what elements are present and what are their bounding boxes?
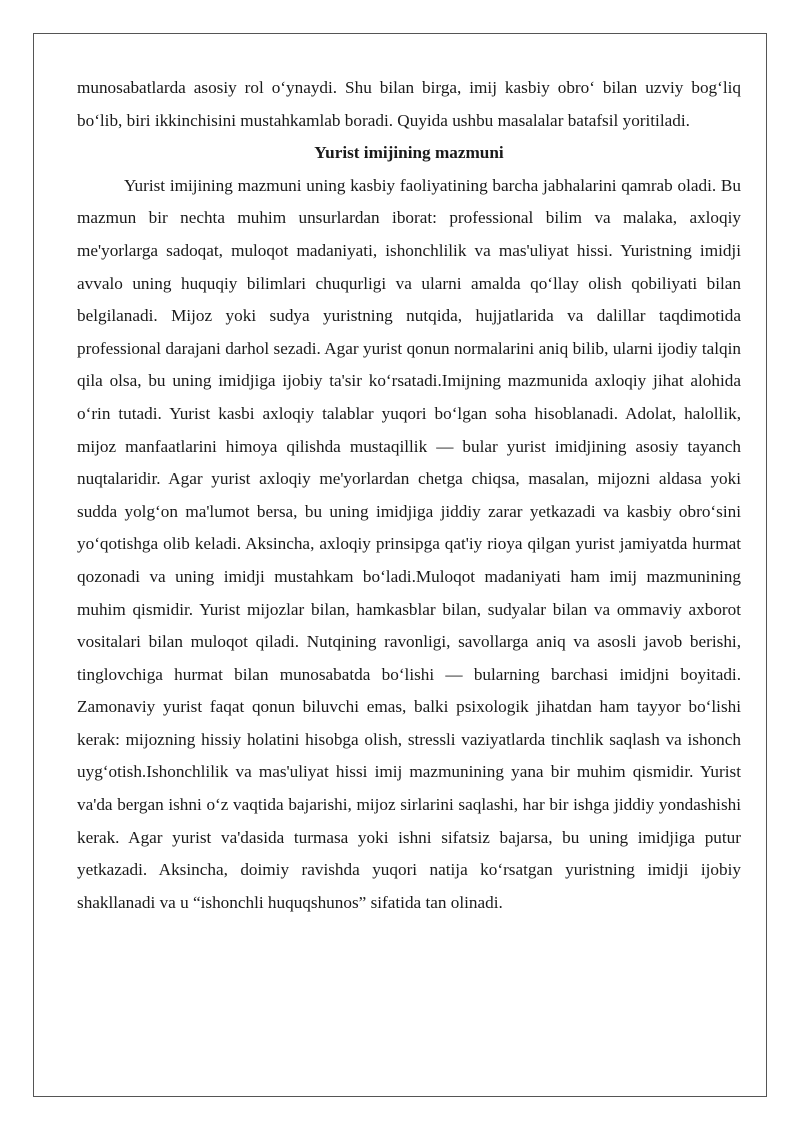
section-heading: Yurist imijining mazmuni [314,143,504,163]
intro-paragraph: munosabatlarda asosiy rol o‘ynaydi. Shu bilan birga, imij kasbiy obro‘ bilan uzviy bog‘liq bo‘lib, biri ikkinchisini mustahkamlab boradi. Quyida ushbu masalalar batafsil yoritiladi. [77,78,741,130]
body-paragraph: Yurist imijining mazmuni uning kasbiy faoliyatining barcha jabhalarini qamrab oladi. Bu mazmun bir nechta muhim unsurlardan iborat: professional bilim va malaka, axloqiy me'yorlarga sadoqat, muloqot madaniyati, ishonchlilik va mas'uliyat hissi. Yuristning imidji avvalo uning huquqiy bilimlari chuqurligi va ularni amalda qo‘llay olish qobiliyati bilan belgilanadi. Mijoz yoki sudya yuristning nutqida, hujjatlarida va dalillar taqdimotida professional darajani darhol sezadi. Agar yurist qonun normalarini aniq bilib, ularni ijodiy talqin qila olsa, bu uning imidjiga ijobiy ta'sir ko‘rsatadi.Imijning mazmunida axloqiy jihat alohida o‘rin tutadi. Yurist kasbi axloqiy talablar yuqori bo‘lgan soha hisoblanadi. Adolat, halollik, mijoz manfaatlarini himoya qilishda mustaqillik — bular yurist imidjining asosiy tayanch nuqtalaridir. Agar yurist axloqiy me'yorlardan chetga chiqsa, masalan, mijozni aldasa yoki sudda yolg‘on ma'lumot bersa, bu uning imidjiga jiddiy zarar yetkazadi va kasbiy obro‘sini yo‘qotishga olib keladi. Aksincha, axloqiy prinsipga qat'iy rioya qilgan yurist jamiyatda hurmat qozonadi va uning imidji mustahkam bo‘ladi.Muloqot madaniyati ham imij mazmunining muhim qismidir. Yurist mijozlar bilan, hamkasblar bilan, sudyalar bilan va ommaviy axborot vositalari bilan muloqot qiladi. Nutqining ravonligi, savollarga aniq va asosli javob berishi, tinglovchiga hurmat bilan munosabatda bo‘lishi — bularning barchasi imidjni boyitadi. Zamonaviy yurist faqat qonun biluvchi emas, balki psixologik jihatdan ham tayyor bo‘lishi kerak: mijozning hissiy holatini hisobga olish, stressli vaziyatlarda tinchlik saqlash va ishonch uyg‘otish.Ishonchlilik va mas'uliyat hissi imij mazmunining yana bir muhim qismidir. Yurist va'da bergan ishni o‘z vaqtida bajarishi, mijoz sirlarini saqlashi, har bir ishga jiddiy yondashishi kerak. Agar yurist va'dasida turmasa yoki ishni sifatsiz bajarsa, bu uning imidjiga putur yetkazadi. Aksincha, doimiy ravishda yuqori natija ko‘rsatgan yuristning imidji ijobiy shakllanadi va u “ishonchli huquqshunos” sifatida tan olinadi. [77,175,741,912]
document-body [77,72,741,919]
